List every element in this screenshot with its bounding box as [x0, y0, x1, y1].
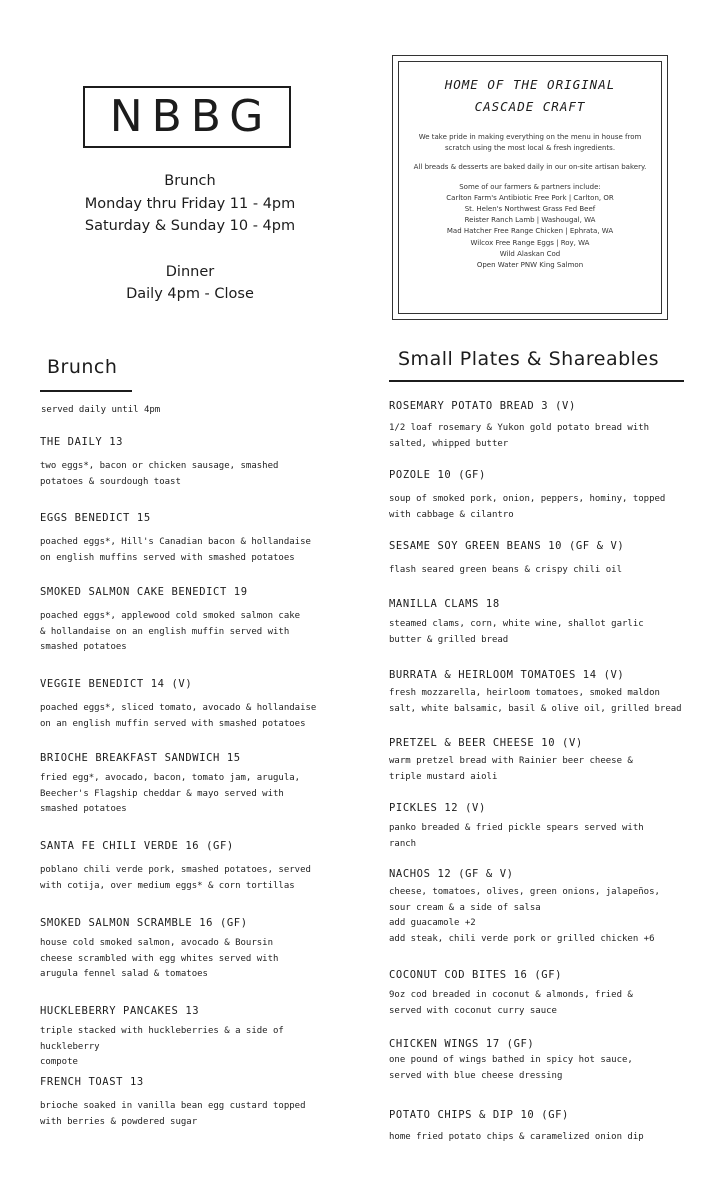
promo-paragraph-2: All breads & desserts are baked daily in our on-site artisan bakery.	[413, 163, 647, 172]
menu-item-name: NACHOS 12 (GF & V)	[389, 868, 514, 880]
menu-item	[40, 1075, 340, 1130]
small-plates-heading-rule	[389, 380, 684, 382]
menu-item	[40, 585, 340, 656]
menu-item-name: VEGGIE BENEDICT 14 (V)	[40, 678, 193, 690]
menu-item	[40, 435, 340, 490]
menu-item-name: HUCKLEBERRY PANCAKES 13	[40, 1005, 200, 1017]
menu-item-name: PRETZEL & BEER CHEESE 10 (V)	[389, 737, 583, 749]
menu-item	[389, 1037, 689, 1084]
menu-item-name: SMOKED SALMON SCRAMBLE 16 (GF)	[40, 917, 248, 929]
menu-item-name: THE DAILY 13	[40, 436, 124, 448]
promo-text	[399, 132, 661, 271]
hours-block	[60, 170, 320, 306]
menu-item	[389, 668, 689, 717]
menu-item-description: two eggs*, bacon or chicken sausage, smashed potatoes & sourdough toast	[40, 461, 279, 487]
menu-item-name: BURRATA & HEIRLOOM TOMATOES 14 (V)	[389, 669, 625, 681]
promo-title-line2: CASCADE CRAFT	[474, 99, 586, 114]
menu-item	[389, 468, 689, 523]
menu-item	[40, 839, 340, 894]
brunch-heading-rule	[40, 390, 132, 392]
menu-item	[389, 539, 689, 579]
small-plates-heading: Small Plates & Shareables	[398, 348, 660, 370]
promo-title	[399, 74, 661, 118]
promo-paragraph-1: We take pride in making everything on the menu in house from scratch using the most local & fresh ingredients.	[418, 133, 642, 153]
brunch-heading: Brunch	[47, 356, 118, 378]
menu-item-name: SESAME SOY GREEN BEANS 10 (GF & V)	[389, 540, 625, 552]
menu-item	[40, 1004, 340, 1071]
menu-item	[40, 916, 340, 983]
menu-item-description: house cold smoked salmon, avocado & Boursin cheese scrambled with egg whites served with arugula fennel salad & tomatoes	[40, 938, 279, 979]
menu-item-description: one pound of wings bathed in spicy hot sauce, served with blue cheese dressing	[389, 1055, 633, 1081]
menu-item-description: steamed clams, corn, white wine, shallot garlic butter & grilled bread	[389, 619, 644, 645]
menu-item-name: POZOLE 10 (GF)	[389, 469, 486, 481]
brunch-label: Brunch	[164, 173, 216, 189]
menu-item-description: soup of smoked pork, onion, peppers, hominy, topped with cabbage & cilantro	[389, 494, 666, 520]
menu-item-name: SMOKED SALMON CAKE BENEDICT 19	[40, 586, 248, 598]
menu-item-description: flash seared green beans & crispy chili oil	[389, 565, 622, 575]
menu-item-description: poached eggs*, Hill's Canadian bacon & hollandaise on english muffins served with smashed potatoes	[40, 537, 311, 563]
partner-line: Wilcox Free Range Eggs | Roy, WA	[470, 238, 590, 247]
menu-item-description: brioche soaked in vanilla bean egg custard topped with berries & powdered sugar	[40, 1101, 306, 1127]
brunch-weekend-hours: Saturday & Sunday 10 - 4pm	[84, 218, 296, 234]
menu-item	[40, 751, 340, 818]
menu-item-name: SANTA FE CHILI VERDE 16 (GF)	[40, 840, 234, 852]
menu-item	[389, 801, 689, 852]
menu-item-description: fresh mozzarella, heirloom tomatoes, smoked maldon salt, white balsamic, basil & olive oil, grilled bread	[389, 688, 682, 714]
menu-item-name: FRENCH TOAST 13	[40, 1076, 144, 1088]
menu-item-name: BRIOCHE BREAKFAST SANDWICH 15	[40, 752, 241, 764]
partner-line: Carlton Farm's Antibiotic Free Pork | Carlton, OR	[446, 193, 614, 202]
partners-list	[413, 193, 647, 271]
menu-item-description: 9oz cod breaded in coconut & almonds, fried & served with coconut curry sauce	[389, 990, 633, 1016]
menu-item-name: MANILLA CLAMS 18	[389, 598, 500, 610]
menu-item	[389, 867, 689, 947]
menu-item	[389, 736, 689, 785]
dinner-label: Dinner	[165, 263, 215, 280]
menu-item-name: EGGS BENEDICT 15	[40, 512, 151, 524]
menu-item-description: poached eggs*, sliced tomato, avocado & hollandaise on an english muffin served with smashed potatoes	[40, 703, 317, 729]
menu-item-name: PICKLES 12 (V)	[389, 802, 486, 814]
menu-item-description: panko breaded & fried pickle spears served with ranch	[389, 823, 644, 849]
partner-line: Wild Alaskan Cod	[499, 249, 561, 258]
menu-item	[389, 399, 689, 452]
menu-item-description: fried egg*, avocado, bacon, tomato jam, arugula, Beecher's Flagship cheddar & mayo served with smashed potatoes	[40, 773, 301, 814]
menu-item-description: home fried potato chips & caramelized onion dip	[389, 1132, 644, 1142]
partners-intro: Some of our farmers & partners include:	[459, 182, 601, 191]
menu-item-description: warm pretzel bread with Rainier beer cheese & triple mustard aioli	[389, 756, 633, 782]
promo-inner-frame	[398, 61, 662, 314]
promo-title-line1: HOME OF THE ORIGINAL	[444, 77, 616, 92]
menu-item-description: cheese, tomatoes, olives, green onions, jalapeños, sour cream & a side of salsa add guacamole +2 add steak, chili verde pork or grilled chicken +6	[389, 887, 660, 944]
menu-item-name: CHICKEN WINGS 17 (GF)	[389, 1038, 535, 1050]
menu-item-name: ROSEMARY POTATO BREAD 3 (V)	[389, 400, 576, 412]
menu-item	[389, 1108, 689, 1146]
partner-line: Open Water PNW King Salmon	[476, 261, 584, 270]
partner-line: Mad Hatcher Free Range Chicken | Ephrata, WA	[446, 227, 614, 236]
restaurant-logo: NBBG	[83, 86, 291, 148]
brunch-served-note: served daily until 4pm	[41, 405, 161, 415]
menu-item	[389, 968, 689, 1019]
dinner-hours: Daily 4pm - Close	[126, 286, 254, 302]
menu-item	[389, 597, 689, 648]
menu-item-description: 1/2 loaf rosemary & Yukon gold potato bread with salted, whipped butter	[389, 423, 650, 449]
partner-line: St. Helen's Northwest Grass Fed Beef	[464, 205, 596, 214]
brunch-weekday-hours: Monday thru Friday 11 - 4pm	[84, 195, 296, 212]
menu-item-name: COCONUT COD BITES 16 (GF)	[389, 969, 563, 981]
menu-item	[40, 511, 340, 566]
menu-item-description: poblano chili verde pork, smashed potatoes, served with cotija, over medium eggs* & corn tortillas	[40, 865, 311, 891]
partner-line: Reister Ranch Lamb | Washougal, WA	[464, 216, 596, 225]
menu-item-name: POTATO CHIPS & DIP 10 (GF)	[389, 1109, 569, 1121]
menu-item-description: poached eggs*, applewood cold smoked salmon cake & hollandaise on an english muffin served with smashed potatoes	[40, 611, 301, 652]
menu-item	[40, 677, 340, 732]
menu-item-description: triple stacked with huckleberries & a side of huckleberry compote	[40, 1026, 284, 1067]
promo-box	[392, 55, 668, 320]
